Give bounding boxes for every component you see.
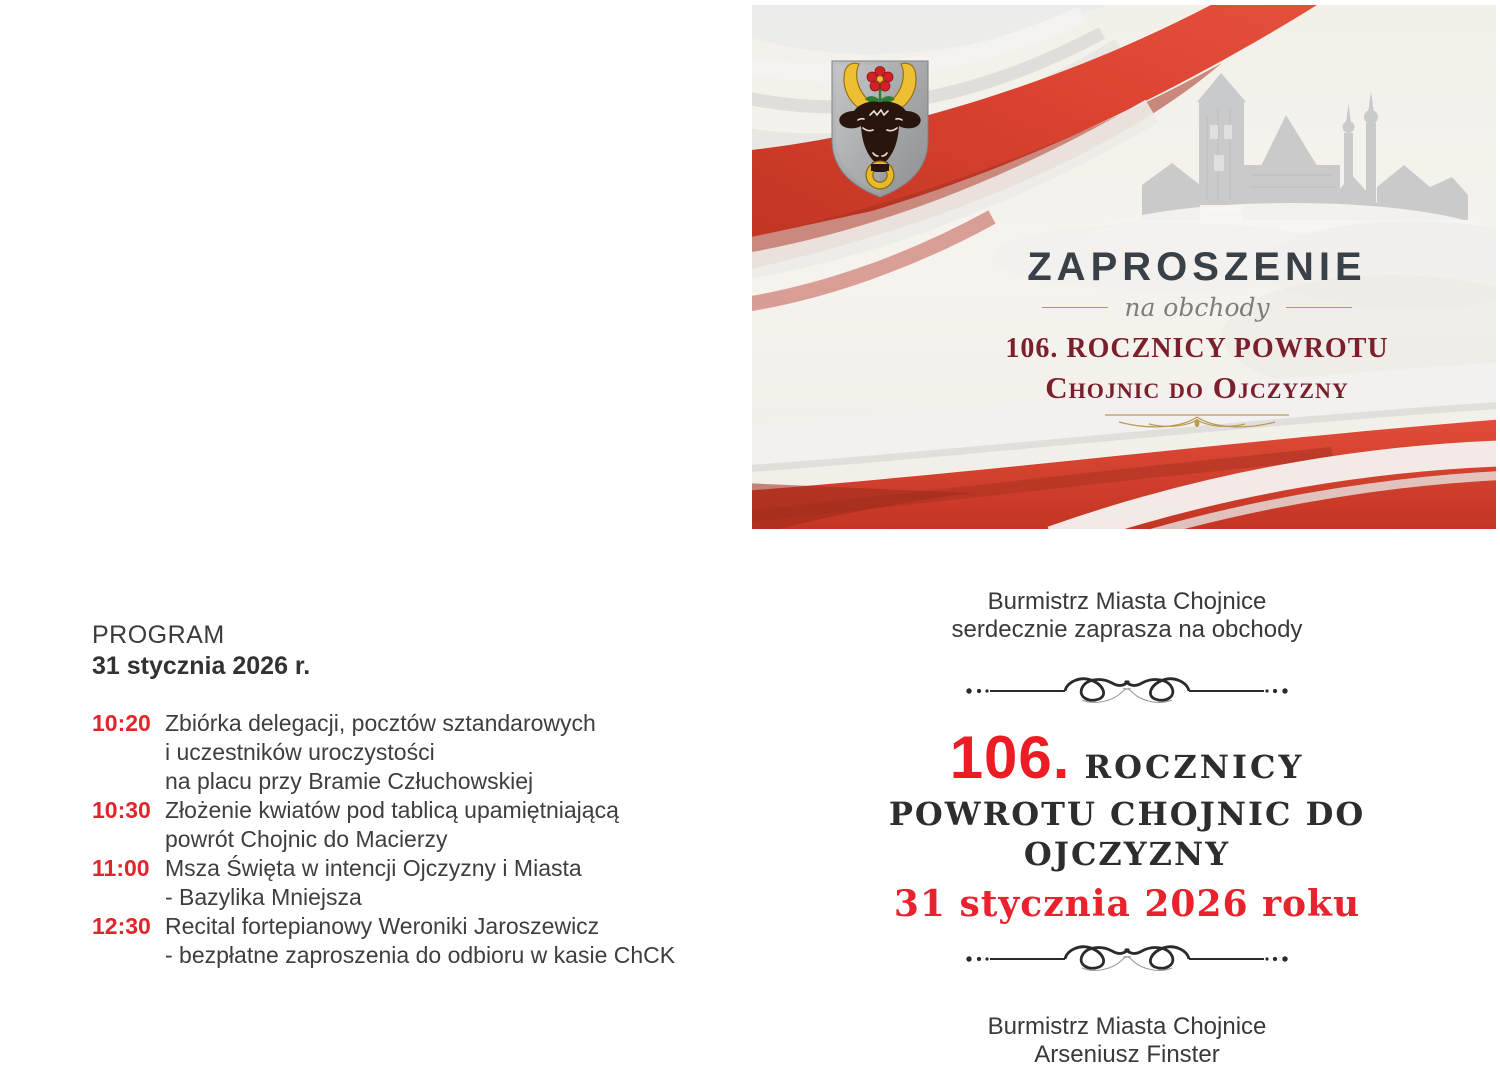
program-item xyxy=(92,912,692,970)
flourish-divider-bottom xyxy=(780,940,1474,981)
program-item-description xyxy=(165,854,692,912)
program-item xyxy=(92,796,692,854)
program-item-line: Złożenie kwiatów pod tablicą upamiętniającą xyxy=(165,797,619,823)
program-item-line: - bezpłatne zaproszenia do odbioru w kasie ChCK xyxy=(165,942,676,968)
anniversary-number: 106. xyxy=(949,724,1071,791)
program-item xyxy=(92,854,692,912)
invitation-intro xyxy=(780,588,1474,644)
card-subtitle-row xyxy=(898,292,1496,322)
coat-of-arms-icon xyxy=(832,61,928,197)
program-item-line: Zbiórka delegacji, pocztów sztandarowych xyxy=(165,710,596,736)
invitation-intro-line2: serdecznie zaprasza na obchody xyxy=(951,616,1303,643)
subtitle-rule-right xyxy=(1286,307,1352,308)
program-item-line: i uczestników uroczystości xyxy=(165,739,435,765)
program-item-line: powrót Chojnic do Macierzy xyxy=(165,826,448,852)
program-section xyxy=(92,620,692,970)
invitation-intro-line1: Burmistrz Miasta Chojnice xyxy=(987,588,1267,615)
program-item-time: 10:30 xyxy=(92,797,151,823)
program-item-line: Msza Święta w intencji Ojczyzny i Miasta xyxy=(165,855,582,881)
invitation-section xyxy=(780,588,1474,1069)
card-heading-line1: 106. ROCZNICY POWROTU xyxy=(1005,333,1389,364)
flourish-divider-top xyxy=(780,672,1474,713)
invitation-card-front xyxy=(752,5,1496,529)
program-title: PROGRAM xyxy=(92,621,225,649)
program-item-time: 11:00 xyxy=(92,855,150,881)
gold-ornament xyxy=(898,407,1496,440)
program-item xyxy=(92,709,692,796)
program-item-time: 12:30 xyxy=(92,913,151,939)
program-item-line: na placu przy Bramie Człuchowskiej xyxy=(165,768,534,794)
program-item-line: - Bazylika Mniejsza xyxy=(165,884,362,910)
program-list xyxy=(92,709,692,970)
program-item-description xyxy=(165,912,692,970)
card-subtitle: na obchody xyxy=(1124,292,1270,322)
program-item-time: 10:20 xyxy=(92,710,151,736)
program-item-description xyxy=(165,709,692,796)
program-date: 31 stycznia 2026 r. xyxy=(92,652,311,680)
program-item-description xyxy=(165,796,692,854)
invitation-heading-line2: POWROTU CHOJNIC DO OJCZYZNY xyxy=(888,795,1366,873)
card-title: ZAPROSZENIE xyxy=(1027,245,1367,289)
card-text-block xyxy=(898,245,1496,440)
program-item-line: Recital fortepianowy Weroniki Jaroszewicz xyxy=(165,913,600,939)
card-heading xyxy=(898,329,1496,407)
anniversary-word: ROCZNICY xyxy=(1084,748,1305,786)
subtitle-rule-left xyxy=(1042,307,1108,308)
card-heading-line2: Chojnic do Ojczyzny xyxy=(1045,370,1349,405)
signature-line2: Arseniusz Finster xyxy=(1034,1041,1220,1068)
invitation-heading-line1 xyxy=(780,723,1474,792)
signature-line1: Burmistrz Miasta Chojnice xyxy=(987,1013,1267,1040)
invitation-date: 31 stycznia 2026 roku xyxy=(893,883,1361,925)
